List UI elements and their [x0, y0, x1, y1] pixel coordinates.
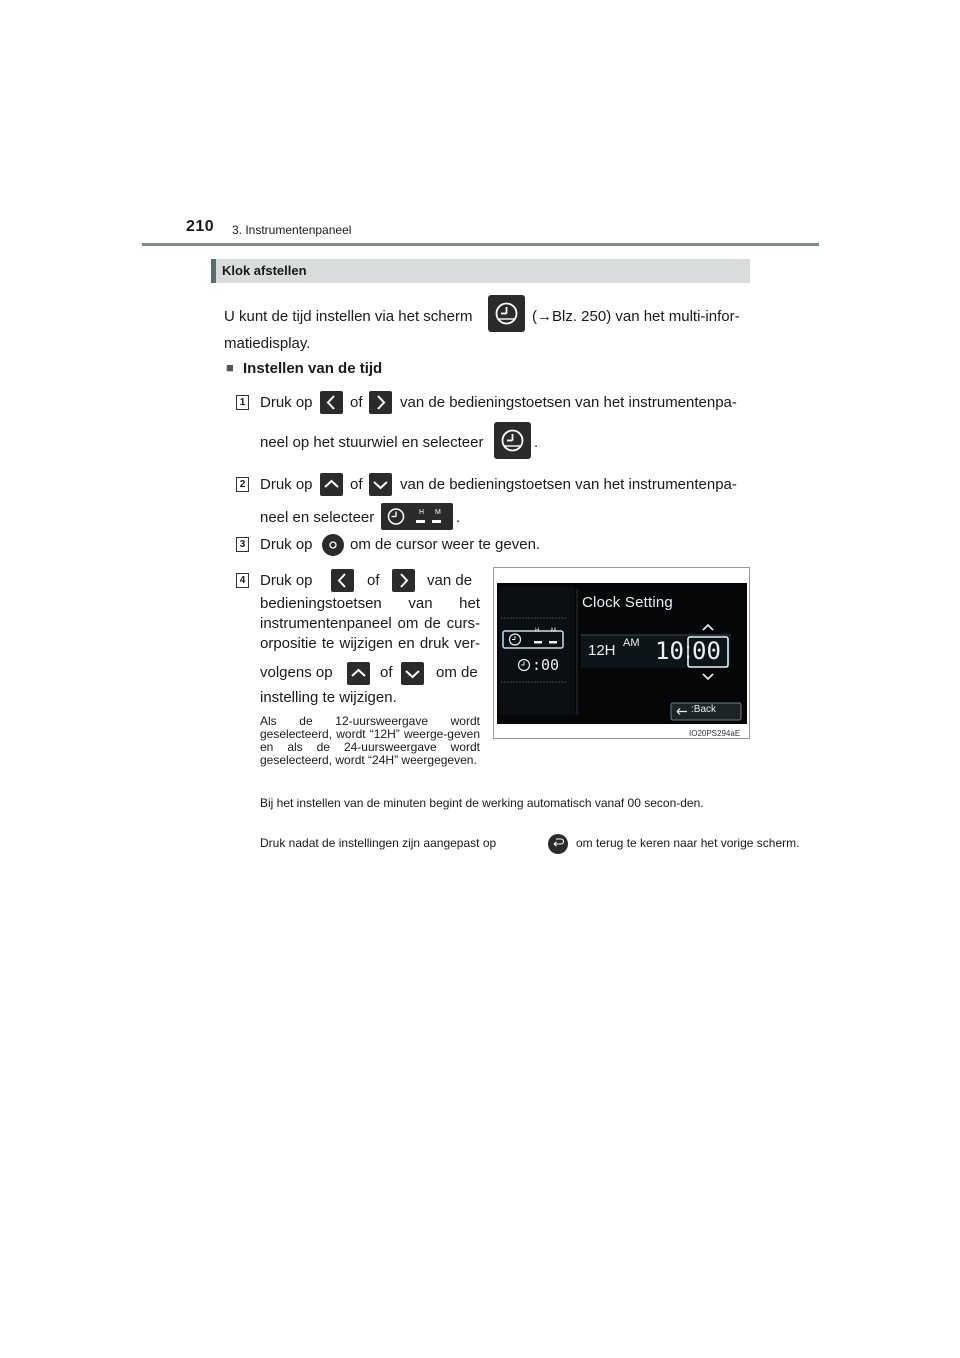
step4-text-line4: orpositie te wijzigen en druk ver- — [260, 635, 480, 652]
menu-minute-label: M — [551, 628, 556, 634]
step2-text-b: of — [350, 476, 363, 493]
step4-text-line2: bedieningstoetsen van het — [260, 595, 480, 612]
ok-button-icon — [322, 534, 344, 556]
chevron-down-icon — [401, 662, 424, 685]
page-number: 210 — [186, 218, 215, 235]
time-colon: : — [685, 638, 692, 663]
chevron-up-icon — [320, 473, 343, 496]
subheading-title: Instellen van de tijd — [243, 360, 383, 377]
step-number-3: 3 — [236, 537, 249, 552]
step1-text-b: of — [350, 394, 363, 411]
step2-text-e: . — [456, 509, 461, 526]
back-button-icon — [548, 834, 568, 854]
time-minutes: 00 — [692, 637, 721, 665]
subheading-marker: ■ — [226, 360, 234, 375]
chevron-left-icon — [331, 569, 354, 592]
chevron-right-icon — [369, 391, 392, 414]
clock-hour-minute-icon — [381, 503, 453, 530]
step2-text-c: van de bedieningstoetsen van het instrumentenpa- — [400, 476, 737, 493]
step-number-4: 4 — [236, 573, 249, 588]
back-label: :Back — [691, 704, 717, 715]
step4-text-line1-c: van de — [427, 572, 473, 589]
step4-text-line1-b: of — [367, 572, 380, 589]
chapter-title: 3. Instrumentenpaneel — [232, 223, 352, 237]
chevron-up-icon — [347, 662, 370, 685]
time-hours: 10 — [655, 637, 684, 665]
step2-text-d: neel en selecteer — [260, 509, 375, 526]
menu-hour-label: H — [535, 628, 540, 634]
menu-time-value: :00 — [532, 656, 560, 674]
step4-text-line3: instrumentenpaneel om de curs- — [260, 615, 480, 632]
hour-label: H — [419, 509, 425, 516]
chevron-left-icon — [320, 391, 343, 414]
step4-text-line5-a: volgens op — [260, 664, 333, 681]
step4-text-line1-a: Druk op — [260, 572, 313, 589]
intro-text-part2: (→Blz. 250) van het multi-infor- — [532, 308, 740, 325]
header-divider — [142, 243, 819, 246]
clock-menu-icon — [488, 295, 525, 332]
step4-text-line5-c: om de — [436, 664, 478, 681]
section-title: Klok afstellen — [222, 263, 307, 278]
step1-text-e: . — [534, 434, 539, 451]
step4-text-line5-b: of — [380, 664, 393, 681]
step2-text-a: Druk op — [260, 476, 313, 493]
step3-text-a: Druk op — [260, 536, 313, 553]
time-mode: 12H — [588, 642, 616, 659]
note-back-part1: Druk nadat de instellingen zijn aangepast op — [260, 836, 497, 850]
illustration-code: IO20PS294aE — [689, 729, 741, 738]
step1-text-d: neel op het stuurwiel en selecteer — [260, 434, 484, 451]
note-back-part2: om terug te keren naar het vorige scherm. — [576, 836, 800, 850]
intro-text-part3: matiedisplay. — [224, 335, 311, 352]
note-minutes: Bij het instellen van de minuten begint de werking automatisch vanaf 00 secon-den. — [260, 796, 704, 810]
step1-text-c: van de bedieningstoetsen van het instrumentenpa- — [400, 394, 737, 411]
clock-menu-icon — [494, 422, 531, 459]
chevron-down-icon — [369, 473, 392, 496]
step3-text-b: om de cursor weer te geven. — [350, 536, 541, 553]
step4-text-line6: instelling te wijzigen. — [260, 689, 397, 706]
step-number-2: 2 — [236, 477, 249, 492]
step4-note: Als de 12-uursweergave wordt geselecteerd, wordt “12H” weerge-geven en als de 24-uursweergave wordt geselecteerd, wordt “24H” weergegeven. — [260, 714, 480, 767]
minute-label: M — [435, 509, 441, 516]
intro-text-part1: U kunt de tijd instellen via het scherm — [224, 308, 473, 325]
screen-title: Clock Setting — [582, 594, 673, 611]
step1-text-a: Druk op — [260, 394, 313, 411]
chevron-right-icon — [392, 569, 415, 592]
time-ampm: AM — [623, 637, 640, 649]
step-number-1: 1 — [236, 395, 249, 410]
